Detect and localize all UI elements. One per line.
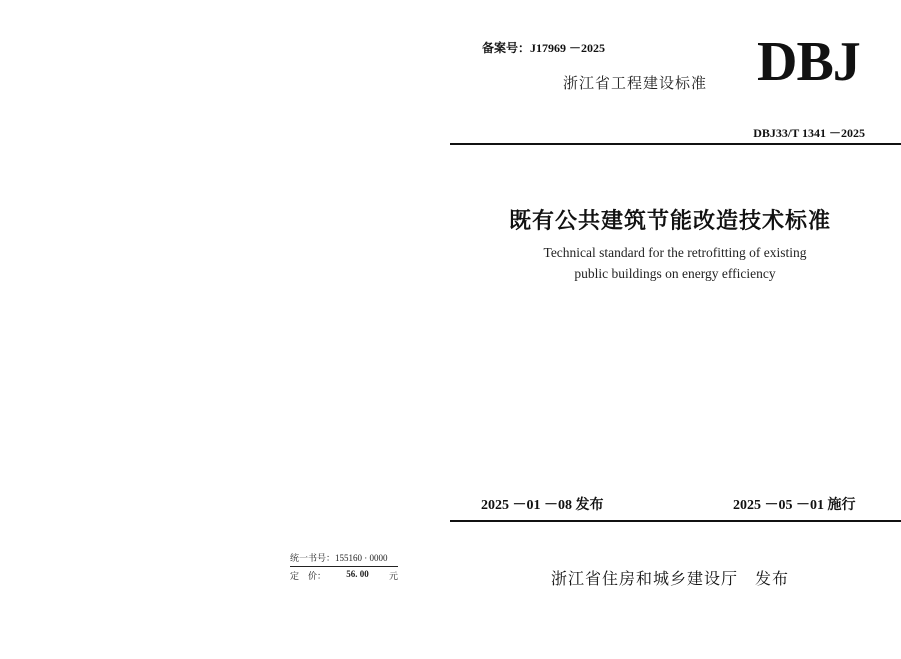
price-value: 56. 00	[346, 569, 369, 579]
price-block	[290, 551, 398, 582]
issue-date: 2025 －01 －08 发布	[481, 498, 604, 513]
record-number: 备案号：J17969 －2025	[482, 41, 606, 55]
price-row	[290, 569, 398, 582]
standard-code: DBJ33/T 1341 －2025	[753, 126, 865, 140]
title-english-line1: Technical standard for the retrofitting of existing	[543, 245, 807, 260]
price-label: 定 价：	[290, 571, 327, 581]
title-english	[450, 242, 900, 284]
book-number: 统一书号：155160 · 0000	[290, 551, 398, 567]
title-chinese: 既有公共建筑节能改造技术标准	[508, 208, 831, 234]
top-divider	[450, 143, 901, 145]
dbj-logo: DBJ	[757, 31, 860, 93]
title-english-line2: public buildings on energy efficiency	[574, 266, 776, 281]
price-unit: 元	[388, 571, 398, 581]
effective-date: 2025 －05 －01 施行	[733, 498, 856, 513]
publisher: 浙江省住房和城乡建设厅 发布	[550, 569, 789, 588]
standard-category: 浙江省工程建设标准	[563, 74, 708, 92]
bottom-divider	[450, 520, 901, 522]
